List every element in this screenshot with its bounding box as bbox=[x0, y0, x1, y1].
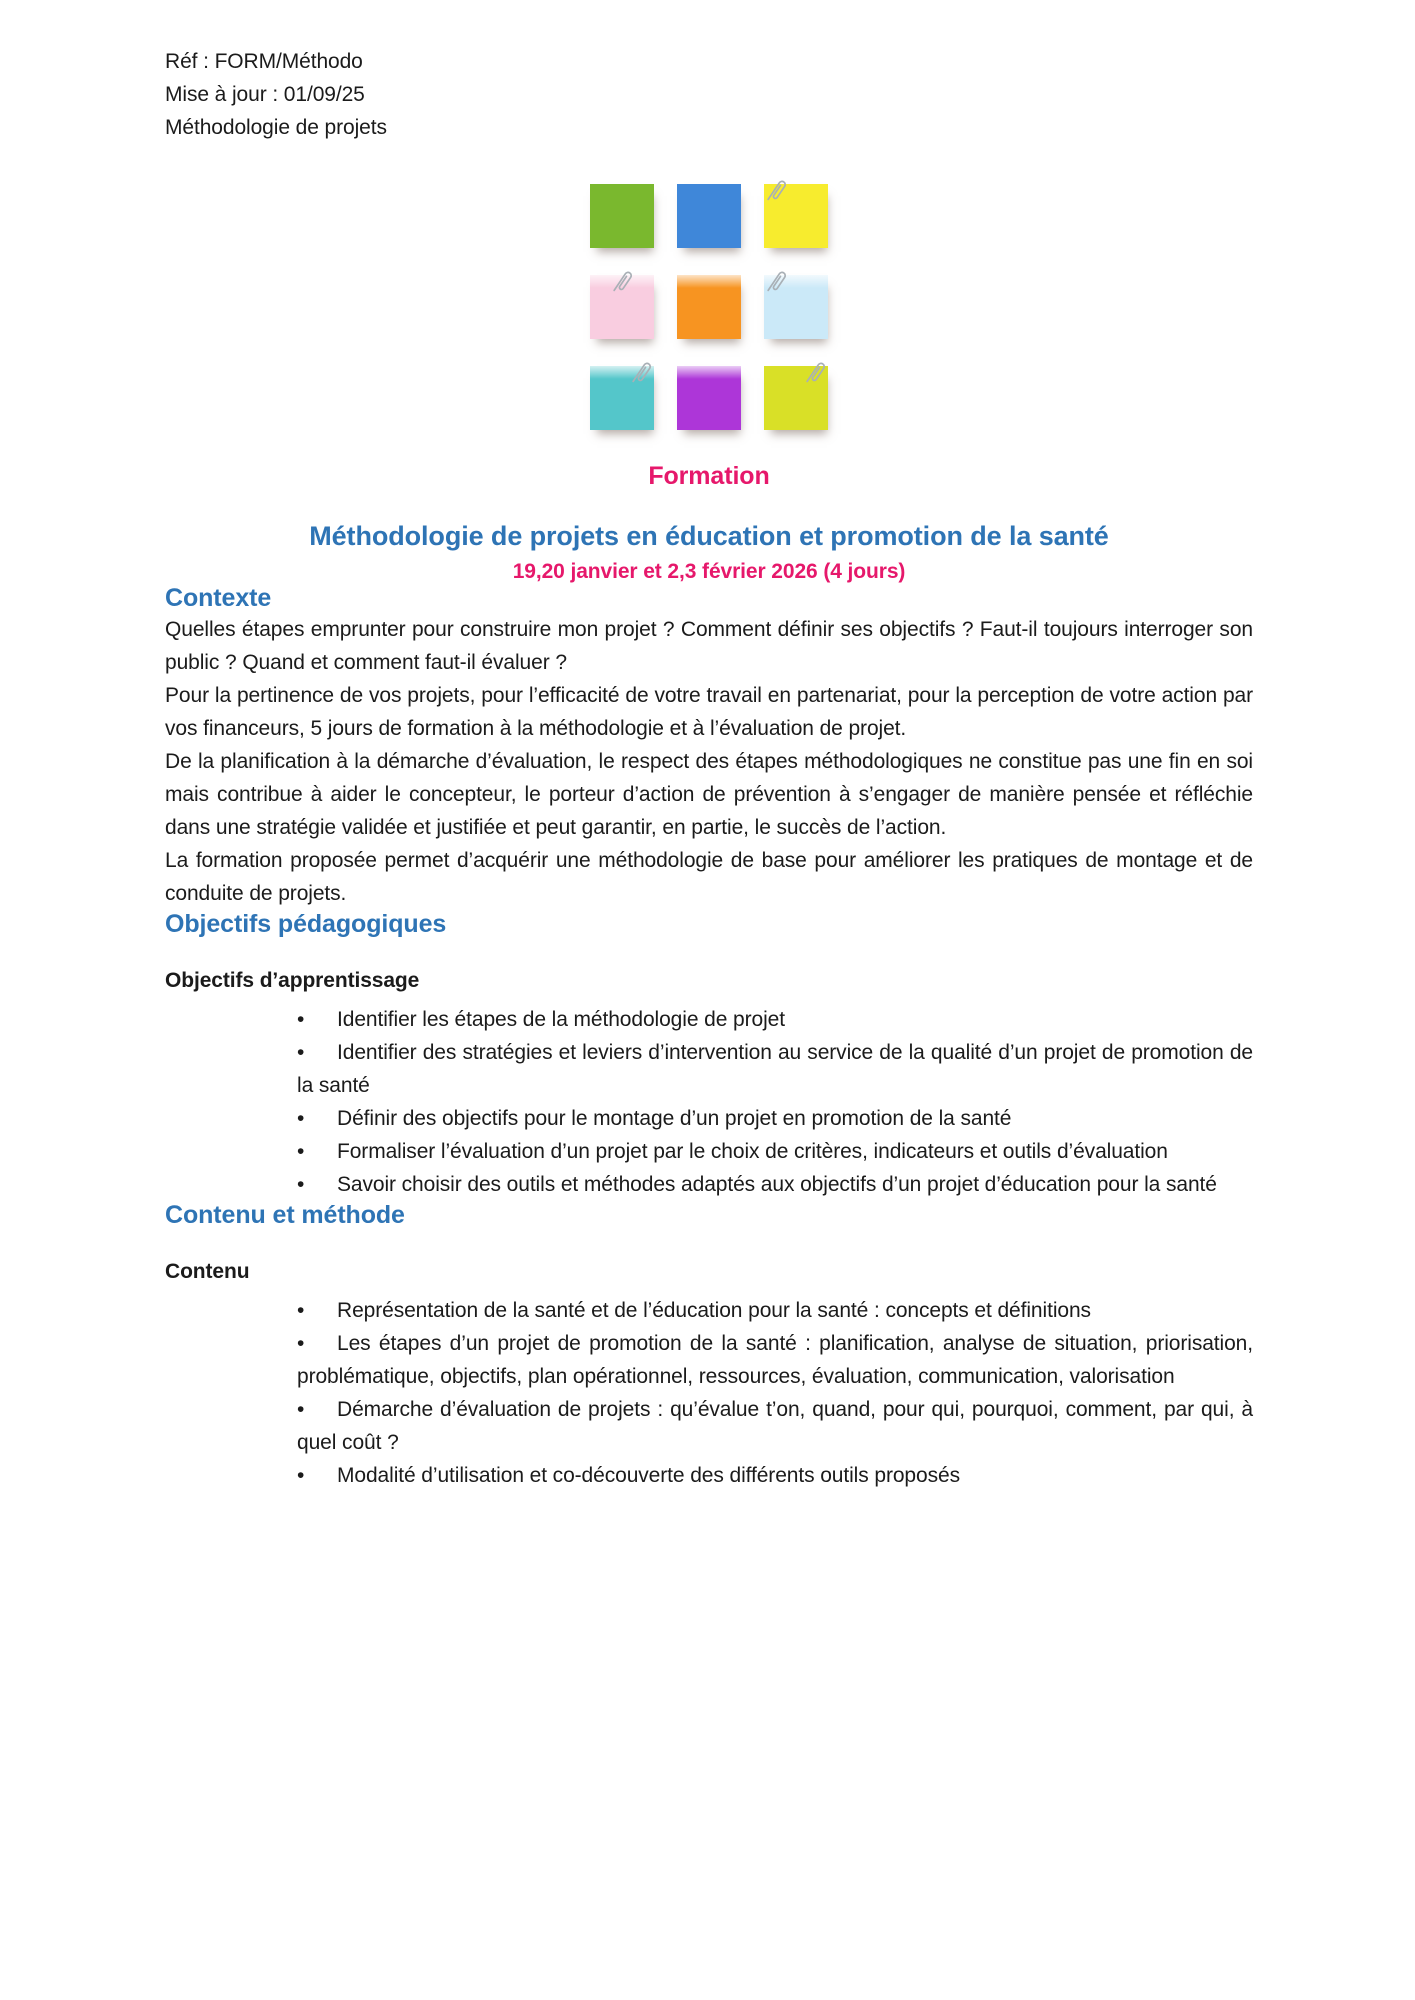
sticky-note bbox=[590, 275, 654, 339]
formation-label: Formation bbox=[648, 462, 770, 490]
list-item: • Identifier des stratégies et leviers d’intervention au service de la qualité d’un projet de promotion de la santé bbox=[297, 1036, 1253, 1102]
list-item: • Savoir choisir des outils et méthodes adaptés aux objectifs d’un projet d’éducation pour la santé bbox=[297, 1168, 1253, 1201]
list-item: • Identifier les étapes de la méthodologie de projet bbox=[297, 1003, 1253, 1036]
paperclip-icon bbox=[763, 264, 792, 297]
document-header bbox=[165, 45, 1253, 144]
subsection-heading-contenu: Contenu bbox=[165, 1260, 250, 1283]
doc-ref-line: Réf : FORM/Méthodo bbox=[165, 50, 363, 73]
sticky-note bbox=[677, 366, 741, 430]
paperclip-icon bbox=[763, 173, 792, 206]
sticky-note bbox=[590, 366, 654, 430]
doc-updated-line: Mise à jour : 01/09/25 bbox=[165, 83, 365, 106]
sticky-note bbox=[677, 184, 741, 248]
list-item: • Les étapes d’un projet de promotion de la santé : planification, analyse de situation, priorisation, problématique, objectifs, plan opérationnel, ressources, évaluation, communication, valorisation bbox=[297, 1327, 1253, 1393]
section-heading-contenu: Contenu et méthode bbox=[165, 1201, 405, 1229]
doc-subject-line: Méthodologie de projets bbox=[165, 116, 387, 139]
bullet-list-objectifs bbox=[165, 1003, 1253, 1201]
sticky-note bbox=[677, 275, 741, 339]
paperclip-icon bbox=[802, 355, 831, 388]
sticky-note bbox=[590, 184, 654, 248]
contexte-body bbox=[165, 613, 1253, 910]
page-title: Méthodologie de projets en éducation et promotion de la santé bbox=[309, 521, 1109, 551]
paperclip-icon bbox=[609, 264, 638, 297]
paragraph: Pour la pertinence de vos projets, pour l’efficacité de votre travail en partenariat, pour la perception de votre action par vos financeurs, 5 jours de formation à la méthodologie et à l’évaluation de projet. bbox=[165, 684, 1253, 740]
sticky-note bbox=[764, 366, 828, 430]
sticky-note bbox=[764, 275, 828, 339]
paperclip-icon bbox=[628, 355, 657, 388]
paragraph: De la planification à la démarche d’évaluation, le respect des étapes méthodologiques ne constitue pas une fin en soi mais contribue à aider le concepteur, le porteur d’action de prévention à s’engager de manière pensée et réfléchie dans une stratégie validée et justifiée et peut garantir, en partie, le succès de l’action. bbox=[165, 750, 1253, 839]
list-item: • Modalité d’utilisation et co-découverte des différents outils proposés bbox=[297, 1459, 1253, 1492]
date-line: 19,20 janvier et 2,3 février 2026 (4 jours) bbox=[512, 560, 906, 583]
subsection-heading-apprentissage: Objectifs d’apprentissage bbox=[165, 969, 420, 992]
list-item: • Démarche d’évaluation de projets : qu’évalue t’on, quand, pour qui, pourquoi, comment, par qui, à quel coût ? bbox=[297, 1393, 1253, 1459]
section-heading-contexte: Contexte bbox=[165, 584, 272, 612]
sticky-notes-logo bbox=[590, 184, 828, 430]
section-heading-objectifs: Objectifs pédagogiques bbox=[165, 910, 447, 938]
list-item: • Définir des objectifs pour le montage d’un projet en promotion de la santé bbox=[297, 1102, 1253, 1135]
bullet-list-contenu bbox=[165, 1294, 1253, 1492]
paragraph: La formation proposée permet d’acquérir une méthodologie de base pour améliorer les pratiques de montage et de conduite de projets. bbox=[165, 849, 1253, 905]
sticky-note bbox=[764, 184, 828, 248]
paragraph: Quelles étapes emprunter pour construire mon projet ? Comment définir ses objectifs ? Faut-il toujours interroger son public ? Quand et comment faut-il évaluer ? bbox=[165, 618, 1253, 674]
list-item: • Formaliser l’évaluation d’un projet par le choix de critères, indicateurs et outils d’évaluation bbox=[297, 1135, 1253, 1168]
list-item: • Représentation de la santé et de l’éducation pour la santé : concepts et définitions bbox=[297, 1294, 1253, 1327]
